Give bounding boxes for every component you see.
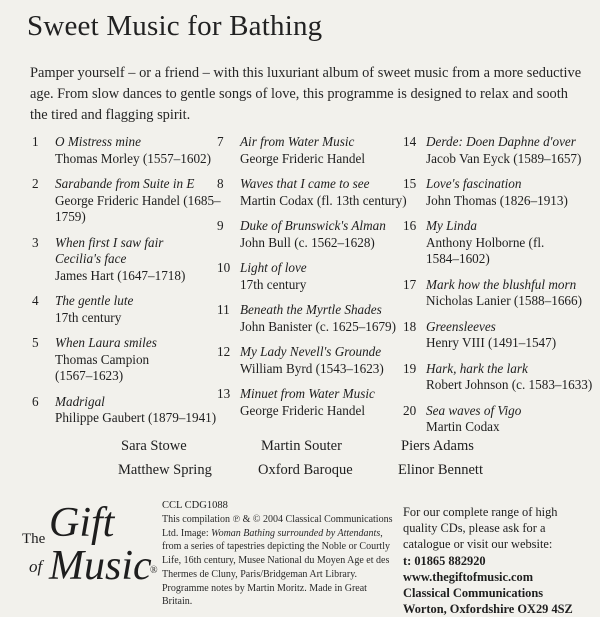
track-composer: Thomas Campion (1567–1623) [55,351,150,383]
track-item [32,335,222,385]
track-composer: 17th century [55,309,122,325]
track-composer: Henry VIII (1491–1547) [426,335,557,350]
track-title: Mark how the blushful morn [426,276,577,292]
track-number: 2 [32,176,39,191]
performer-name: Matthew Spring [118,462,212,478]
registered-mark: ® [150,565,158,576]
track-title: The gentle lute [55,293,134,308]
track-item [217,344,407,377]
track-number: 18 [403,318,417,334]
intro-text: Pamper yourself – or a friend – with this luxuriant album of sweet music from a more seductive age. From slow dances to gentle songs of love, this programme is designed to relax and sooth the tired and flagging spirit. [30,65,582,123]
contact-phone: t: 01865 882920 [403,553,486,568]
contact-website: www.thegiftofmusic.com [403,569,534,584]
track-item [217,386,407,419]
tracklist-column-1 [32,134,222,436]
contact-info [403,504,593,617]
track-number: 10 [217,260,231,275]
track-item [217,218,407,251]
track-item [32,134,222,167]
track-number: 8 [217,176,224,191]
track-number: 5 [32,335,39,350]
track-item [32,235,222,285]
track-item [403,319,593,352]
tracklist-column-2 [217,134,407,428]
track-title: Hark, hark the lark [426,360,528,376]
track-composer: Philippe Gaubert (1879–1941) [55,410,217,425]
track-composer: Jacob Van Eyck (1589–1657) [426,150,582,166]
track-title: Sea waves of Vigo [426,402,522,418]
track-item [217,260,407,293]
track-item [403,361,593,394]
track-composer: William Byrd (1543–1623) [240,360,384,376]
track-item [32,394,222,427]
track-composer: George Frideric Handel [240,150,365,166]
contact-address: Worton, Oxfordshire OX29 4SZ [403,602,573,617]
track-number: 7 [217,134,224,149]
credits-text [162,513,394,609]
track-title: Madrigal [55,393,105,409]
track-item [217,176,407,209]
contact-company: Classical Communications [403,586,544,601]
track-number: 9 [217,218,224,233]
track-number: 19 [403,360,417,376]
track-composer: Martin Codax (fl. 13th century) [240,192,407,208]
track-title: Duke of Brunswick's Alman [240,218,386,233]
track-composer: George Frideric Handel (1685–1759) [55,192,221,224]
track-item [32,293,222,326]
credits-line-1: This compilation ℗ & © 2004 Classical Communications Ltd. Image: [162,514,393,539]
track-title: My Linda [426,218,477,233]
track-composer: James Hart (1647–1718) [55,267,186,283]
logo-gift: Gift [49,500,115,546]
track-composer: Anthony Holborne (fl. 1584–1602) [426,234,545,266]
track-title: Greensleeves [426,318,496,334]
credits-line-2: , from a series of tapestries depicting the Noble or Courtly Life, 16th century, Musee National du Moyen Age et des Thermes de Cluny, Paris/Bridgeman Art Library. Programme notes by Martin Moritz. Made in Great Britain. [162,527,390,608]
contact-text: For our complete range of high quality CDs, please ask for a catalogue or visit our website: [403,505,558,552]
track-number: 20 [403,402,417,418]
track-title: Sarabande from Suite in E [55,176,195,191]
track-title: Light of love [240,260,307,275]
track-composer: Thomas Morley (1557–1602) [55,150,212,166]
track-number: 17 [403,276,417,292]
track-item [403,277,593,310]
performer-name: Sara Stowe [121,438,187,454]
track-item [403,218,593,268]
track-composer: John Bull (c. 1562–1628) [240,234,375,250]
track-title: Beneath the Myrtle Shades [240,302,382,317]
track-item [32,176,222,226]
performer-name: Elinor Bennett [398,462,483,478]
track-title: When first I saw fair Cecilia's face [55,234,164,266]
track-number: 3 [32,234,39,250]
track-number: 6 [32,393,39,409]
logo-the: The [22,531,46,547]
track-number: 16 [403,218,417,233]
track-composer: Martin Codax [426,419,500,434]
track-number: 12 [217,344,231,359]
track-composer: Robert Johnson (c. 1583–1633) [426,377,593,392]
track-title: O Mistress mine [55,134,141,149]
track-item [403,134,593,167]
track-number: 14 [403,134,417,149]
track-composer: John Banister (c. 1625–1679) [240,318,397,334]
catalog-number: CCL CDG1088 [162,500,228,511]
track-composer: John Thomas (1826–1913) [426,192,568,208]
track-composer: George Frideric Handel [240,402,365,418]
track-title: My Lady Nevell's Grounde [240,344,382,359]
logo-of: of [29,557,43,576]
track-title: When Laura smiles [55,335,157,350]
track-number: 4 [32,293,39,308]
track-composer: 17th century [240,276,307,292]
track-number: 11 [217,302,230,317]
track-item [403,403,593,436]
logo-music: Music [49,543,152,589]
track-number: 15 [403,176,417,191]
track-title: Waves that I came to see [240,176,370,191]
track-title: Love's fascination [426,176,522,191]
track-number: 1 [32,134,39,149]
track-item [217,302,407,335]
performer-name: Oxford Baroque [258,462,353,478]
track-item [217,134,407,167]
track-number: 13 [217,386,231,401]
performer-name: Martin Souter [261,438,342,454]
track-composer: Nicholas Lanier (1588–1666) [426,293,583,308]
track-title: Air from Water Music [240,134,355,149]
track-title: Minuet from Water Music [240,386,375,401]
track-title: Derde: Doen Daphne d'over [426,134,576,149]
tracklist-column-3 [403,134,593,445]
credits-image-title: Woman Bathing surrounded by Attendants [211,527,381,539]
track-item [403,176,593,209]
page-title: Sweet Music for Bathing [27,10,323,42]
performer-name: Piers Adams [401,438,474,454]
